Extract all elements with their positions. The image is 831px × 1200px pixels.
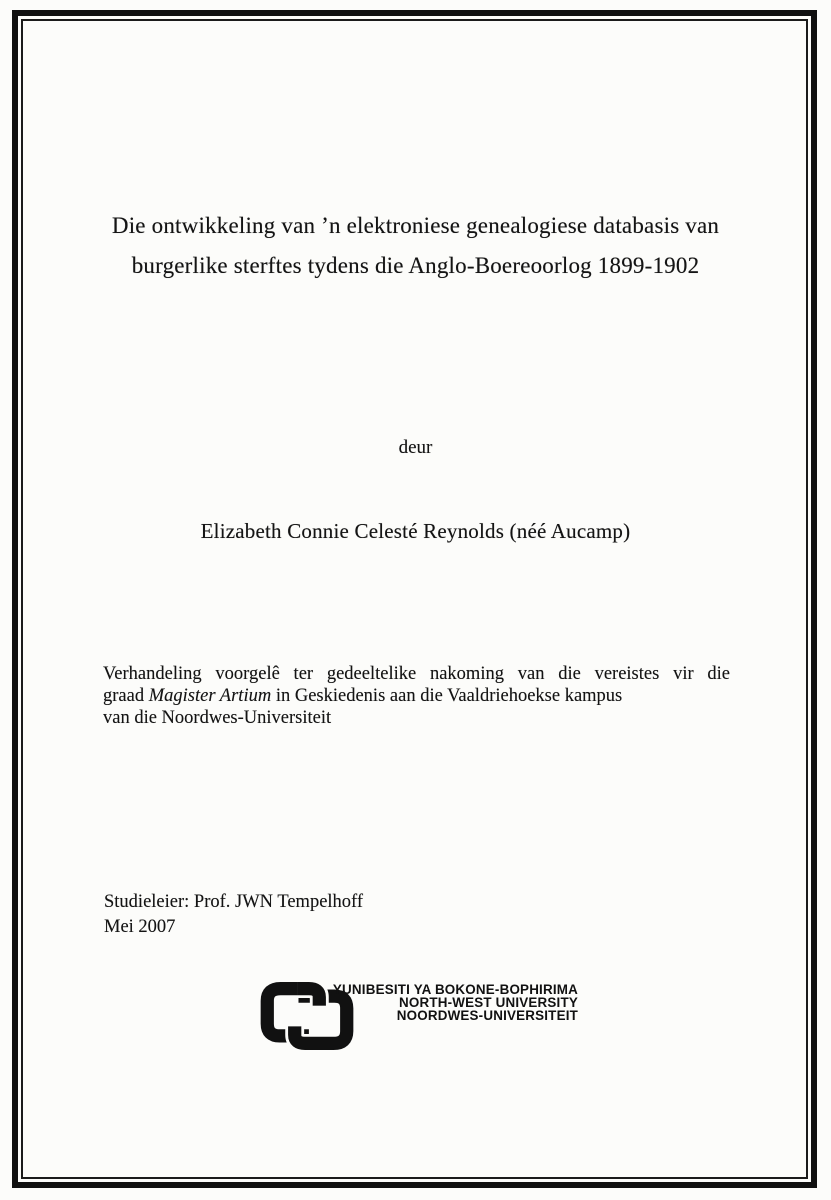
supervisor-block [104, 890, 363, 940]
statement-line-2-prefix: graad [103, 686, 149, 706]
author-name: Elizabeth Connie Celesté Reynolds (néé Aucamp) [200, 519, 631, 543]
statement-line-3: van die Noordwes-Universiteit [103, 708, 332, 728]
degree-name: Magister Artium [148, 686, 272, 706]
statement-line-2 [103, 685, 730, 707]
statement-line-2-suffix: in Geskiedenis aan die Vaaldriehoekse kampus [271, 686, 623, 706]
university-name-setswana: YUNIBESITI YA BOKONE-BOPHIRIMA [332, 982, 578, 997]
title-line-1: Die ontwikkeling van ’n elektroniese genealogiese databasis van [111, 213, 720, 238]
thesis-title [60, 206, 771, 286]
nwu-logo [259, 977, 589, 1057]
title-line-2: burgerlike sterftes tydens die Anglo-Boereoorlog 1899-1902 [131, 253, 700, 278]
degree-statement [103, 663, 730, 729]
university-name-english: NORTH-WEST UNIVERSITY [398, 995, 578, 1011]
university-name-afrikaans: NOORDWES-UNIVERSITEIT [396, 1008, 578, 1024]
university-name-block [314, 983, 578, 1023]
supervisor-line: Studieleier: Prof. JWN Tempelhoff [104, 892, 364, 912]
date-line: Mei 2007 [104, 917, 176, 937]
byline: deur [398, 437, 433, 458]
statement-line-1: Verhandeling voorgelê ter gedeeltelike nakoming van die vereistes vir die [103, 664, 730, 684]
